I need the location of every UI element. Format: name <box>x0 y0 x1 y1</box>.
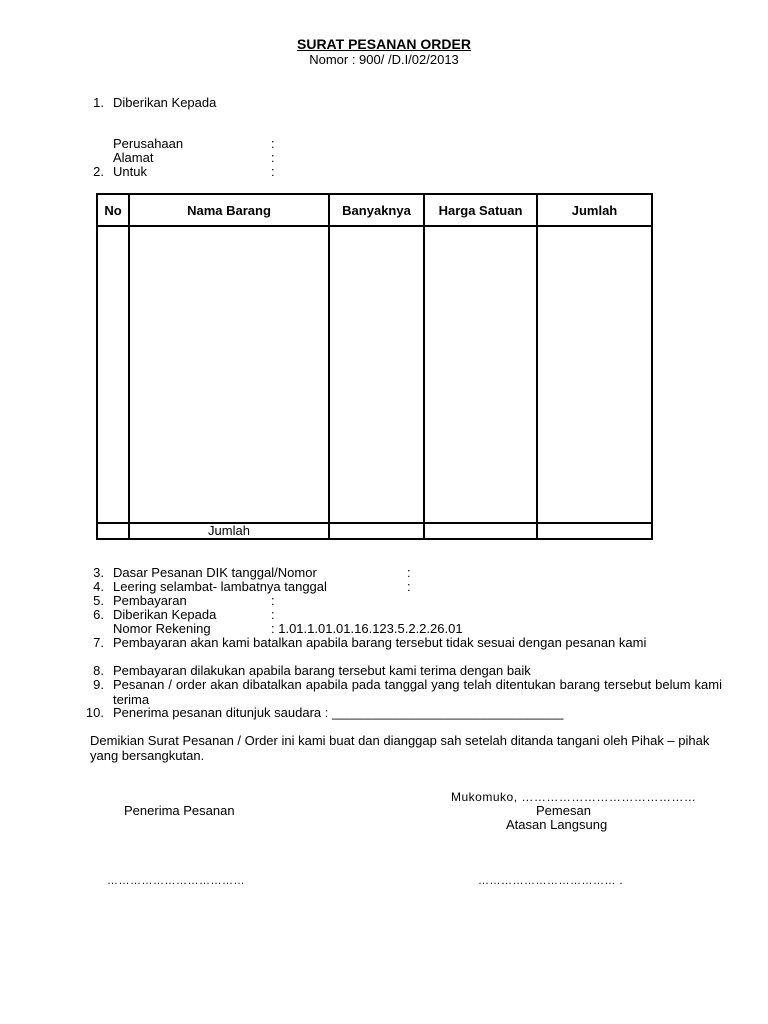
table-cell <box>329 523 424 539</box>
table-total-row <box>97 523 652 539</box>
diberikan-kepada-6-colon: : <box>271 607 275 622</box>
leering-colon: : <box>407 579 411 594</box>
diberikan-kepada-label: Diberikan Kepada <box>113 95 217 110</box>
table-cell <box>329 226 424 523</box>
item-number-3: 3. <box>93 565 104 580</box>
item-number-8: 8. <box>93 663 104 678</box>
item-8-text: Pembayaran dilakukan apabila barang tersebut kami terima dengan baik <box>113 663 531 678</box>
right-signature-line: ……………………………… . <box>478 875 624 887</box>
item-number-4: 4. <box>93 579 104 594</box>
column-header-nama-barang: Nama Barang <box>129 194 329 226</box>
item-10-text: Penerima pesanan ditunjuk saudara : ________________________________ <box>113 705 564 720</box>
alamat-label: Alamat <box>113 150 154 165</box>
untuk-label: Untuk <box>113 164 147 179</box>
table-cell <box>537 226 652 523</box>
nomor-rekening-value: : 1.01.1.01.01.16.123.5.2.2.26.01 <box>271 621 463 636</box>
closing-paragraph: Demikian Surat Pesanan / Order ini kami buat dan dianggap sah setelah ditanda tangani oleh Pihak – pihak yang bersangkutan. <box>90 733 710 763</box>
item-number-2: 2. <box>93 164 104 179</box>
table-cell <box>97 523 129 539</box>
nomor-rekening-label: Nomor Rekening <box>113 621 211 636</box>
dasar-pesanan-label: Dasar Pesanan DIK tanggal/Nomor <box>113 565 317 580</box>
pembayaran-colon: : <box>271 593 275 608</box>
left-signature-line: ……………………………… <box>107 875 245 887</box>
item-number-9: 9. <box>93 677 104 692</box>
item-number-1: 1. <box>93 95 104 110</box>
total-label: Jumlah <box>129 523 329 539</box>
item-number-5: 5. <box>93 593 104 608</box>
untuk-colon: : <box>271 164 275 179</box>
table-cell <box>537 523 652 539</box>
place-date: Mukomuko, …………………………………… <box>451 790 697 804</box>
item-number-6: 6. <box>93 607 104 622</box>
column-header-jumlah: Jumlah <box>537 194 652 226</box>
column-header-banyaknya: Banyaknya <box>329 194 424 226</box>
leering-label: Leering selambat- lambatnya tanggal <box>113 579 327 594</box>
column-header-harga-satuan: Harga Satuan <box>424 194 537 226</box>
column-header-no: No <box>97 194 129 226</box>
table-cell <box>97 226 129 523</box>
order-items-table <box>96 193 653 540</box>
item-number-7: 7. <box>93 635 104 650</box>
alamat-colon: : <box>271 150 275 165</box>
table-cell <box>424 226 537 523</box>
diberikan-kepada-6-label: Diberikan Kepada <box>113 607 217 622</box>
pemesan-title: Pemesan <box>536 803 591 818</box>
perusahaan-colon: : <box>271 136 275 151</box>
document-title: SURAT PESANAN ORDER <box>297 36 471 52</box>
table-header-row <box>97 194 652 226</box>
table-cell <box>424 523 537 539</box>
table-body-row <box>97 226 652 523</box>
item-9-text: Pesanan / order akan dibatalkan apabila pada tanggal yang telah ditentukan barang tersebut belum kami terima <box>113 677 722 707</box>
item-number-10: 10. <box>85 705 104 720</box>
atasan-langsung-title: Atasan Langsung <box>506 817 608 832</box>
table-cell <box>129 226 329 523</box>
dasar-pesanan-colon: : <box>407 565 411 580</box>
perusahaan-label: Perusahaan <box>113 136 184 151</box>
pembayaran-label: Pembayaran <box>113 593 187 608</box>
penerima-pesanan-title: Penerima Pesanan <box>124 803 235 818</box>
document-number: Nomor : 900/ /D.I/02/2013 <box>309 52 459 67</box>
item-7-text: Pembayaran akan kami batalkan apabila barang tersebut tidak sesuai dengan pesanan kami <box>113 635 647 650</box>
